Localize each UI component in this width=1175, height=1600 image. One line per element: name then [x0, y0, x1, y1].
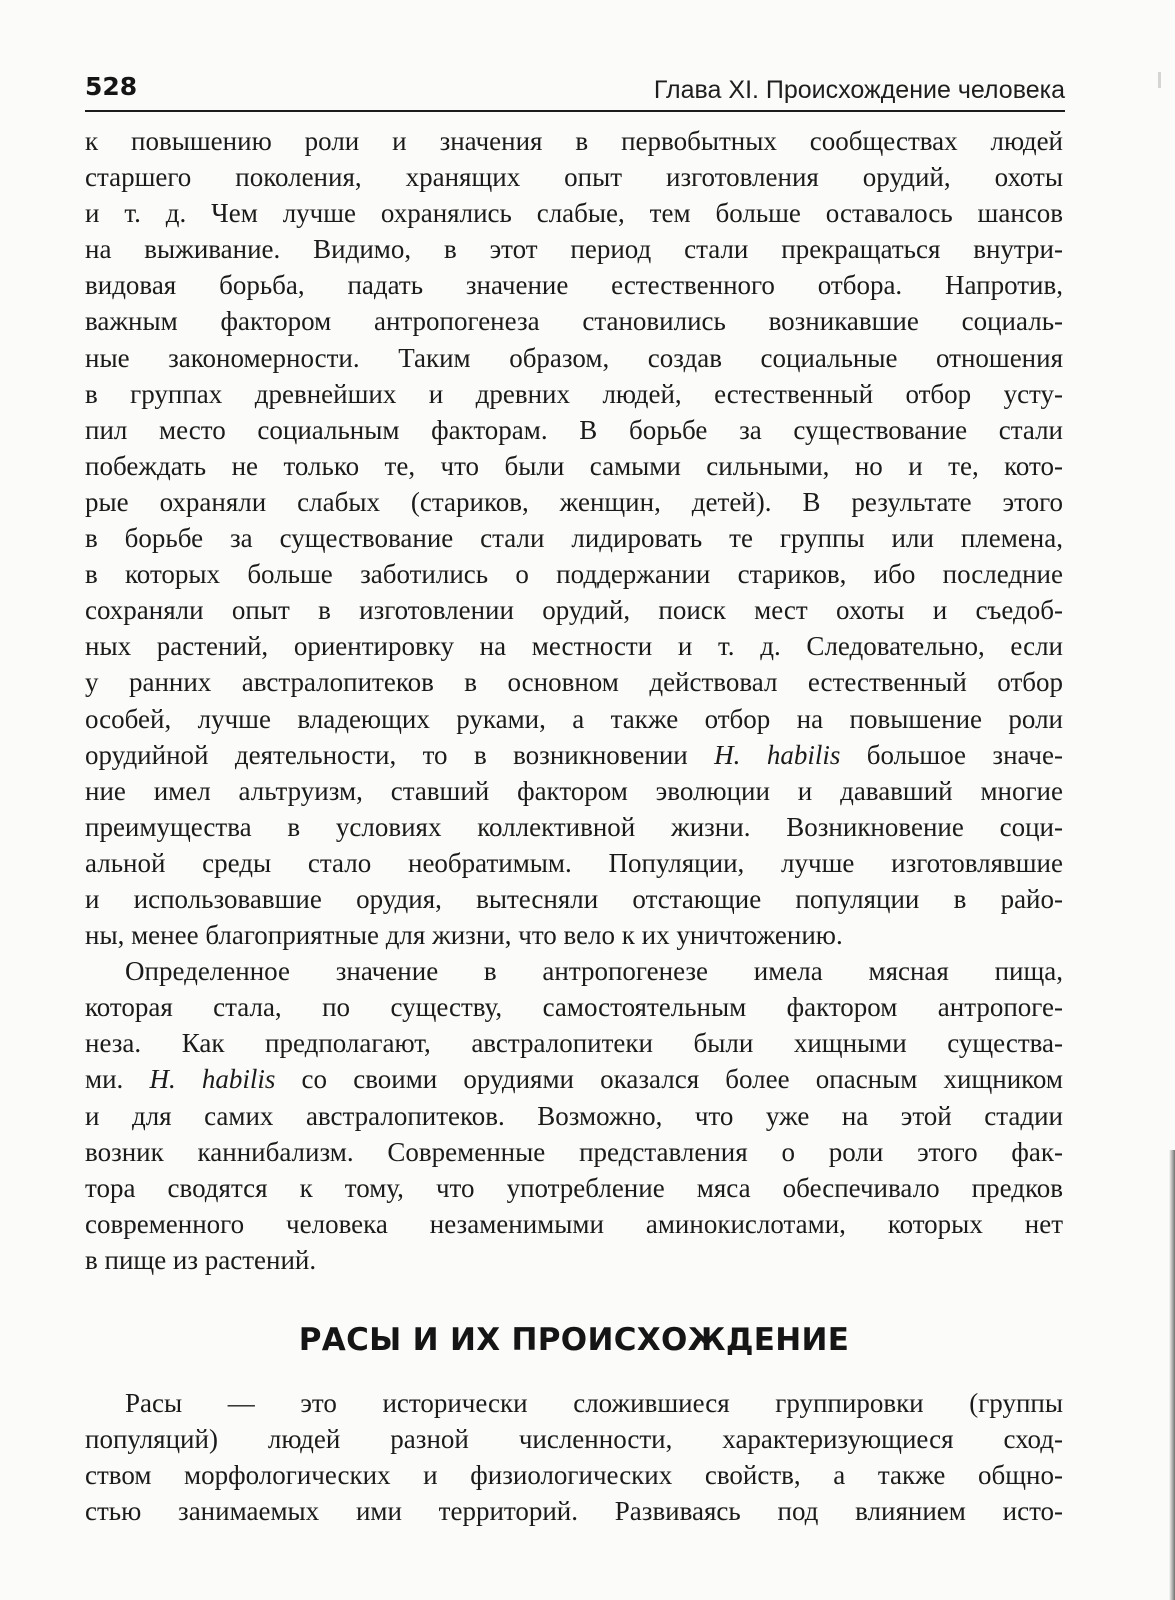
- text-line: у ранних австралопитеков в основном действовал естественный отбор: [85, 667, 1063, 698]
- scan-artifact: [1158, 72, 1161, 88]
- text-line: ми. H. habilis со своими орудиями оказался более опасным хищником: [85, 1064, 1063, 1095]
- body-text-main: [85, 123, 1063, 1278]
- text-line: которая стала, по существу, самостоятельным фактором антропоге-: [85, 992, 1063, 1023]
- text-line: орудийной деятельности, то в возникновении H. habilis большое значе-: [85, 739, 1063, 770]
- paragraph-1-tail: [85, 773, 1063, 953]
- text-line: в борьбе за существование стали лидировать те группы или племена,: [85, 523, 1063, 554]
- text-line: возник каннибализм. Современные представления о роли этого фак-: [85, 1136, 1063, 1167]
- text-line: современного человека незаменимыми аминокислотами, которых нет: [85, 1208, 1063, 1239]
- text-line: ны, менее благоприятные для жизни, что вело к их уничтожению.: [85, 920, 843, 951]
- text-line: и для самих австралопитеков. Возможно, что уже на этой стадии: [85, 1100, 1063, 1131]
- text-line: к повышению роли и значения в первобытных сообществах людей: [85, 126, 1063, 156]
- text-line: ние имел альтруизм, ставший фактором эволюции и дававший многие: [85, 775, 1063, 806]
- paragraph-2-tail: [85, 1098, 1063, 1278]
- page-number: 528: [85, 72, 138, 101]
- scan-edge-shadow: [1169, 1150, 1175, 1600]
- text-line: на выживание. Видимо, в этот период стали прекращаться внутри-: [85, 234, 1063, 265]
- paragraph-2: [85, 953, 1063, 1061]
- text-line: в пище из растений.: [85, 1244, 317, 1275]
- text-line: ством морфологических и физиологических свойств, а также общно-: [85, 1460, 1063, 1491]
- text-line: сохраняли опыт в изготовлении орудий, поиск мест охоты и съедоб-: [85, 595, 1063, 626]
- text-line: ных растений, ориентировку на местности и т. д. Следовательно, если: [85, 631, 1063, 662]
- text-line: побеждать не только те, что были самыми сильными, но и те, кото-: [85, 450, 1063, 481]
- text-line: стью занимаемых ими территорий. Развиваясь под влиянием исто-: [85, 1496, 1063, 1527]
- text-line: ные закономерности. Таким образом, создав социальные отношения: [85, 342, 1063, 373]
- text-line: альной среды стало необратимым. Популяции, лучше изготовлявшие: [85, 847, 1063, 878]
- text-line: рые охраняли слабых (стариков, женщин, детей). В результате этого: [85, 486, 1063, 517]
- text-line: популяций) людей разной численности, характеризующиеся сход-: [85, 1424, 1063, 1455]
- paragraph-1: [85, 123, 1063, 737]
- text-line: пил место социальным факторам. В борьбе за существование стали: [85, 414, 1063, 445]
- paragraph-3: [85, 1385, 1063, 1529]
- text-line: в группах древнейших и древних людей, естественный отбор усту-: [85, 378, 1063, 409]
- text-line: Определенное значение в антропогенезе имела мясная пища,: [125, 956, 1063, 987]
- text-line: видовая борьба, падать значение естественного отбора. Напротив,: [85, 270, 1063, 301]
- text-line: преимущества в условиях коллективной жизни. Возникновение соци-: [85, 811, 1063, 842]
- species-name: H. habilis: [149, 1064, 276, 1095]
- text-line: и использовавшие орудия, вытесняли отстающие популяции в райо-: [85, 883, 1063, 914]
- text-line: важным фактором антропогенеза становились возникавшие социаль-: [85, 306, 1063, 337]
- running-head: Глава XI. Происхождение человека: [653, 76, 1065, 104]
- page-header: [85, 70, 1065, 112]
- text-line: особей, лучше владеющих руками, а также отбор на повышение роли: [85, 703, 1063, 734]
- text-line: неза. Как предполагают, австралопитеки были хищными существа-: [85, 1028, 1063, 1059]
- text-line: старшего поколения, хранящих опыт изготовления орудий, охоты: [85, 162, 1063, 193]
- text-line: тора сводятся к тому, что употребление мяса обеспечивало предков: [85, 1172, 1063, 1203]
- text-line: Расы — это исторически сложившиеся группировки (группы: [125, 1388, 1063, 1418]
- body-text-section: [85, 1385, 1063, 1529]
- species-name: H. habilis: [714, 739, 841, 770]
- text-line: и т. д. Чем лучше охранялись слабые, тем больше оставалось шансов: [85, 198, 1063, 229]
- text-line: в которых больше заботились о поддержании стариков, ибо последние: [85, 559, 1063, 590]
- section-heading: РАСЫ И ИХ ПРОИСХОЖДЕНИЕ: [298, 1322, 850, 1358]
